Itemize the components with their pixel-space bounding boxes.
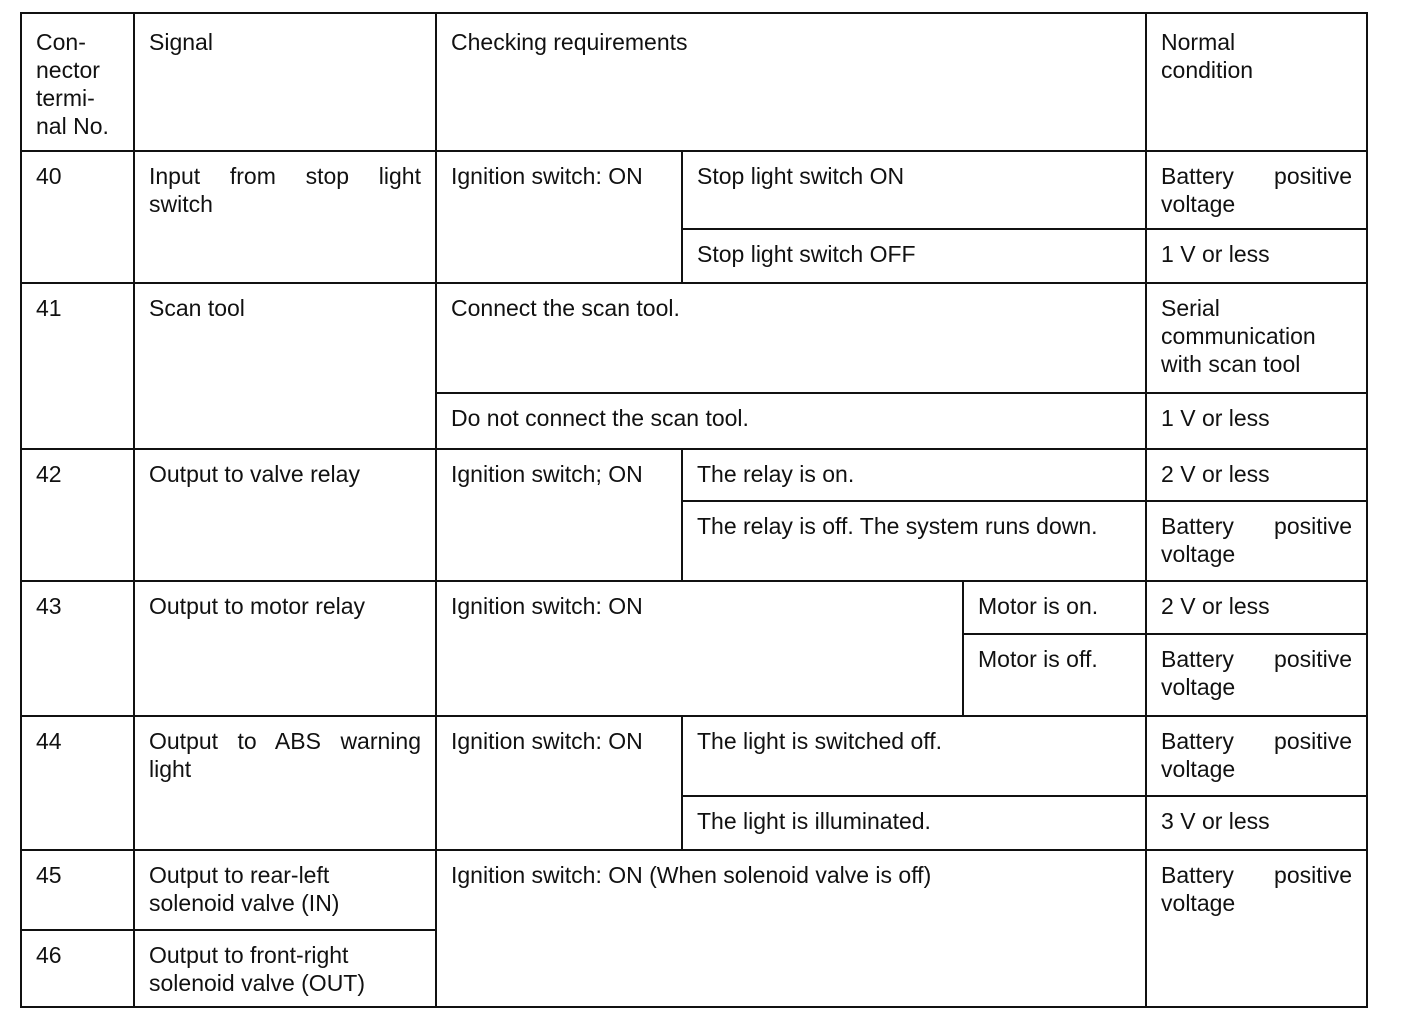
- normal-condition-cell: Battery positive voltage: [1146, 716, 1367, 796]
- normal-condition-cell: Serial communication with scan tool: [1146, 283, 1367, 393]
- condition-cell: The light is illuminated.: [682, 796, 1146, 850]
- requirement-cell: Ignition switch: ON (When solenoid valve is off): [436, 850, 1146, 1007]
- terminal-number: 45: [21, 850, 134, 930]
- requirement-cell: Ignition switch: ON: [436, 716, 682, 850]
- table-row: [21, 581, 1367, 634]
- condition-cell: The relay is on.: [682, 449, 1146, 501]
- terminal-number: 46: [21, 930, 134, 1007]
- condition-cell: Motor is on.: [963, 581, 1146, 634]
- normal-condition-cell: 1 V or less: [1146, 393, 1367, 449]
- condition-cell: The relay is off. The system runs down.: [682, 501, 1146, 581]
- normal-condition-cell: 2 V or less: [1146, 449, 1367, 501]
- requirement-cell: Do not connect the scan tool.: [436, 393, 1146, 449]
- requirement-cell: Ignition switch: ON: [436, 151, 682, 283]
- signal-cell: Output to ABS warning light: [134, 716, 436, 850]
- table-row: [21, 850, 1367, 930]
- header-row: [21, 13, 1367, 151]
- condition-cell: Stop light switch OFF: [682, 229, 1146, 283]
- table-row: [21, 449, 1367, 501]
- condition-cell: Motor is off.: [963, 634, 1146, 716]
- signal-cell: Output to valve relay: [134, 449, 436, 581]
- signal-cell: Input from stop light switch: [134, 151, 436, 283]
- terminal-number: 40: [21, 151, 134, 283]
- normal-condition-cell: Battery positive voltage: [1146, 634, 1367, 716]
- requirement-cell: Connect the scan tool.: [436, 283, 1146, 393]
- normal-condition-cell: Battery positive voltage: [1146, 501, 1367, 581]
- table-row: [21, 283, 1367, 393]
- normal-condition-cell: 3 V or less: [1146, 796, 1367, 850]
- terminal-number: 44: [21, 716, 134, 850]
- requirement-cell: Ignition switch; ON: [436, 449, 682, 581]
- header-normal-condition: Normal condition: [1146, 13, 1367, 151]
- header-signal: Signal: [134, 13, 436, 151]
- terminal-number: 41: [21, 283, 134, 449]
- signal-cell: Output to motor relay: [134, 581, 436, 716]
- condition-cell: The light is switched off.: [682, 716, 1146, 796]
- normal-condition-cell: Battery positive voltage: [1146, 151, 1367, 229]
- requirement-cell: Ignition switch: ON: [436, 581, 963, 716]
- normal-condition-cell: Battery positive voltage: [1146, 850, 1367, 1007]
- normal-condition-cell: 2 V or less: [1146, 581, 1367, 634]
- signal-cell: Scan tool: [134, 283, 436, 449]
- terminal-number: 42: [21, 449, 134, 581]
- normal-condition-cell: 1 V or less: [1146, 229, 1367, 283]
- table-row: [21, 151, 1367, 229]
- header-checking-requirements: Checking requirements: [436, 13, 1146, 151]
- signal-cell: Output to rear-left solenoid valve (IN): [134, 850, 436, 930]
- header-terminal-no: Con- nector termi- nal No.: [21, 13, 134, 151]
- terminal-number: 43: [21, 581, 134, 716]
- condition-cell: Stop light switch ON: [682, 151, 1146, 229]
- terminal-check-table: [20, 12, 1368, 1008]
- signal-cell: Output to front-right solenoid valve (OUT): [134, 930, 436, 1007]
- table-row: [21, 716, 1367, 796]
